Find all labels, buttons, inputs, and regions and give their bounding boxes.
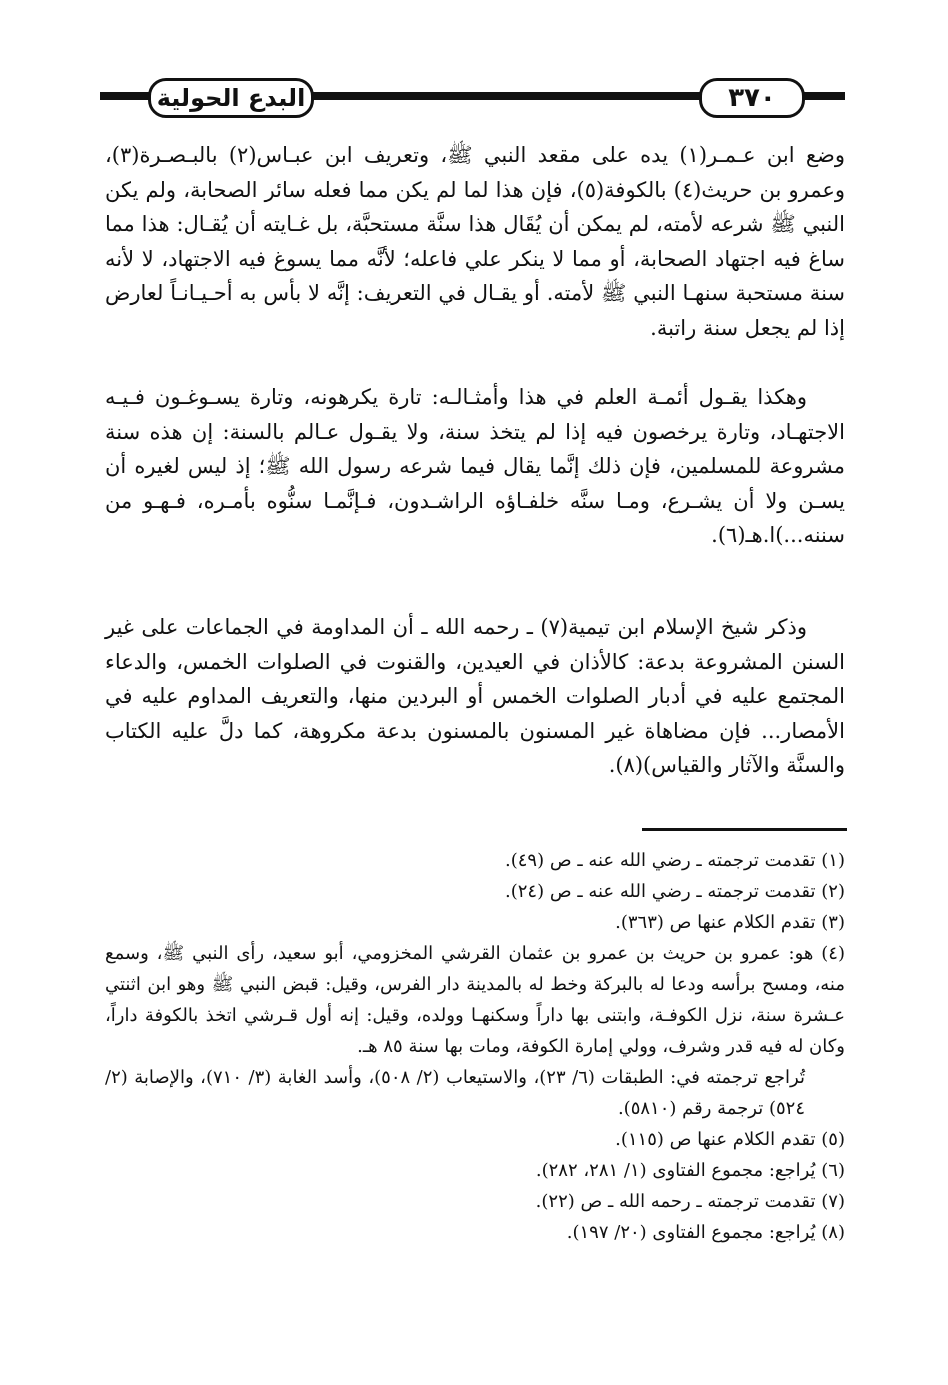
footnote-2: (٢) تقدمت ترجمته ـ رضي الله عنه ـ ص (٢٤). [505, 881, 845, 902]
page-number: ٣٧٠ [699, 78, 805, 118]
paragraph-1: وضع ابن عـمـر(١) يده على مقعد النبي ﷺ، وتعريف ابن عبـاس(٢) بالبـصـرة(٣)، وعمرو بن حريث(٤) بالكوفة(٥)، فإن هذا لما لم يكن مما فعله سائر الصحابة، ولم يكن النبي ﷺ شرعه لأمته، لم يمكن أن يُقَال هذا سنَّة مستحبَّة، بل غـايته أن يُقـال: هذا مما ساغ فيه اجتهاد الصحابة، أو مما لا ينكر علي فاعله؛ لأنَّه مما يسوغ فيه الاجتهاد، لا لأنه سنة مستحبة سنهـا النبي ﷺ لأمته. أو يقـال في التعريف: إنَّه لا بأس به أحـيـانـاً لعارض إذا لم يجعل سنة راتبة. [105, 143, 846, 340]
running-header [100, 72, 845, 122]
footnotes [105, 845, 845, 1248]
paragraph-2: وهكذا يقـول أئمـة العلم في هذا وأمثـالـه: تارة يكرهونه، وتارة يسـوغـون فـيـه الاجتهـاد، وتارة يرخصون فيه إذا لم يتخذ سنة، ولا يقـول عـالم بالسنة: إن هذه سنة مشروعة للمسلمين، فإن ذلك إنَّما يقال فيما شرعه رسول الله ﷺ؛ إذ ليس لغيره أن يسـن ولا أن يشـرع، ومـا سنَّه خلفـاؤه الراشـدون، فـإنَّمـا سنُّوه بأمـره، فـهـو من سننه...)ا.هـ(٦). [105, 385, 845, 548]
footnote-6: (٦) يُراجع: مجموع الفتاوى (١/ ٢٨١، ٢٨٢). [535, 1160, 845, 1181]
footnote-separator [642, 828, 847, 831]
book-title: البدع الحولية [148, 78, 314, 118]
footnote-4-sources: تُراجع ترجمته في: الطبقات (٦/ ٢٣)، والاستيعاب (٢/ ٥٠٨)، وأسد الغابة (٣/ ٧١٠)، والإصابة (٢/ ٥٢٤) ترجمة رقم (٥٨١٠). [105, 1067, 806, 1119]
footnote-4: (٤) هو: عمرو بن حريث بن عمرو بن عثمان القرشي المخزومي، أبو سعيد، رأى النبي ﷺ، وسمع منه، ومسح برأسه ودعا له بالبركة وخط له بالمدينة دار الفرس، وقيل: قبض النبي ﷺ وهو ابن اثنتي عـشرة سنة، نزل الكوفـة، وابتنى بها داراً وسكنهـا وولده، وقيل: إنه أول قـرشي اتخذ بالكوفة داراً، وكان له فيه قدر وشرف، وولي إمارة الكوفة، ومات بها سنة ٨٥ هـ. [105, 943, 845, 1057]
footnote-8: (٨) يُراجع: مجموع الفتاوى (٢٠/ ١٩٧). [566, 1222, 845, 1243]
paragraph-3: وذكر شيخ الإسلام ابن تيمية(٧) ـ رحمه الله ـ أن المداومة في الجماعات على غير السنن المشروعة بدعة: كالأذان في العيدين، والقنوت في الصلوات الخمس، والدعاء المجتمع عليه في أدبار الصلوات الخمس أو البردين منها، والتعريف المداوم عليه في الأمصار... فإن مضاهاة غير المسنون بالمسنون بدعة مكروهة، كما دلَّ عليه الكتاب والسنَّة والآثار والقياس)(٨). [105, 615, 845, 778]
footnote-5: (٥) تقدم الكلام عنها ص (١١٥). [615, 1129, 845, 1150]
footnote-1: (١) تقدمت ترجمته ـ رضي الله عنه ـ ص (٤٩). [505, 850, 845, 871]
footnote-7: (٧) تقدمت ترجمته ـ رحمه الله ـ ص (٢٢). [535, 1191, 845, 1212]
footnote-3: (٣) تقدم الكلام عنها ص (٣٦٣). [615, 912, 845, 933]
